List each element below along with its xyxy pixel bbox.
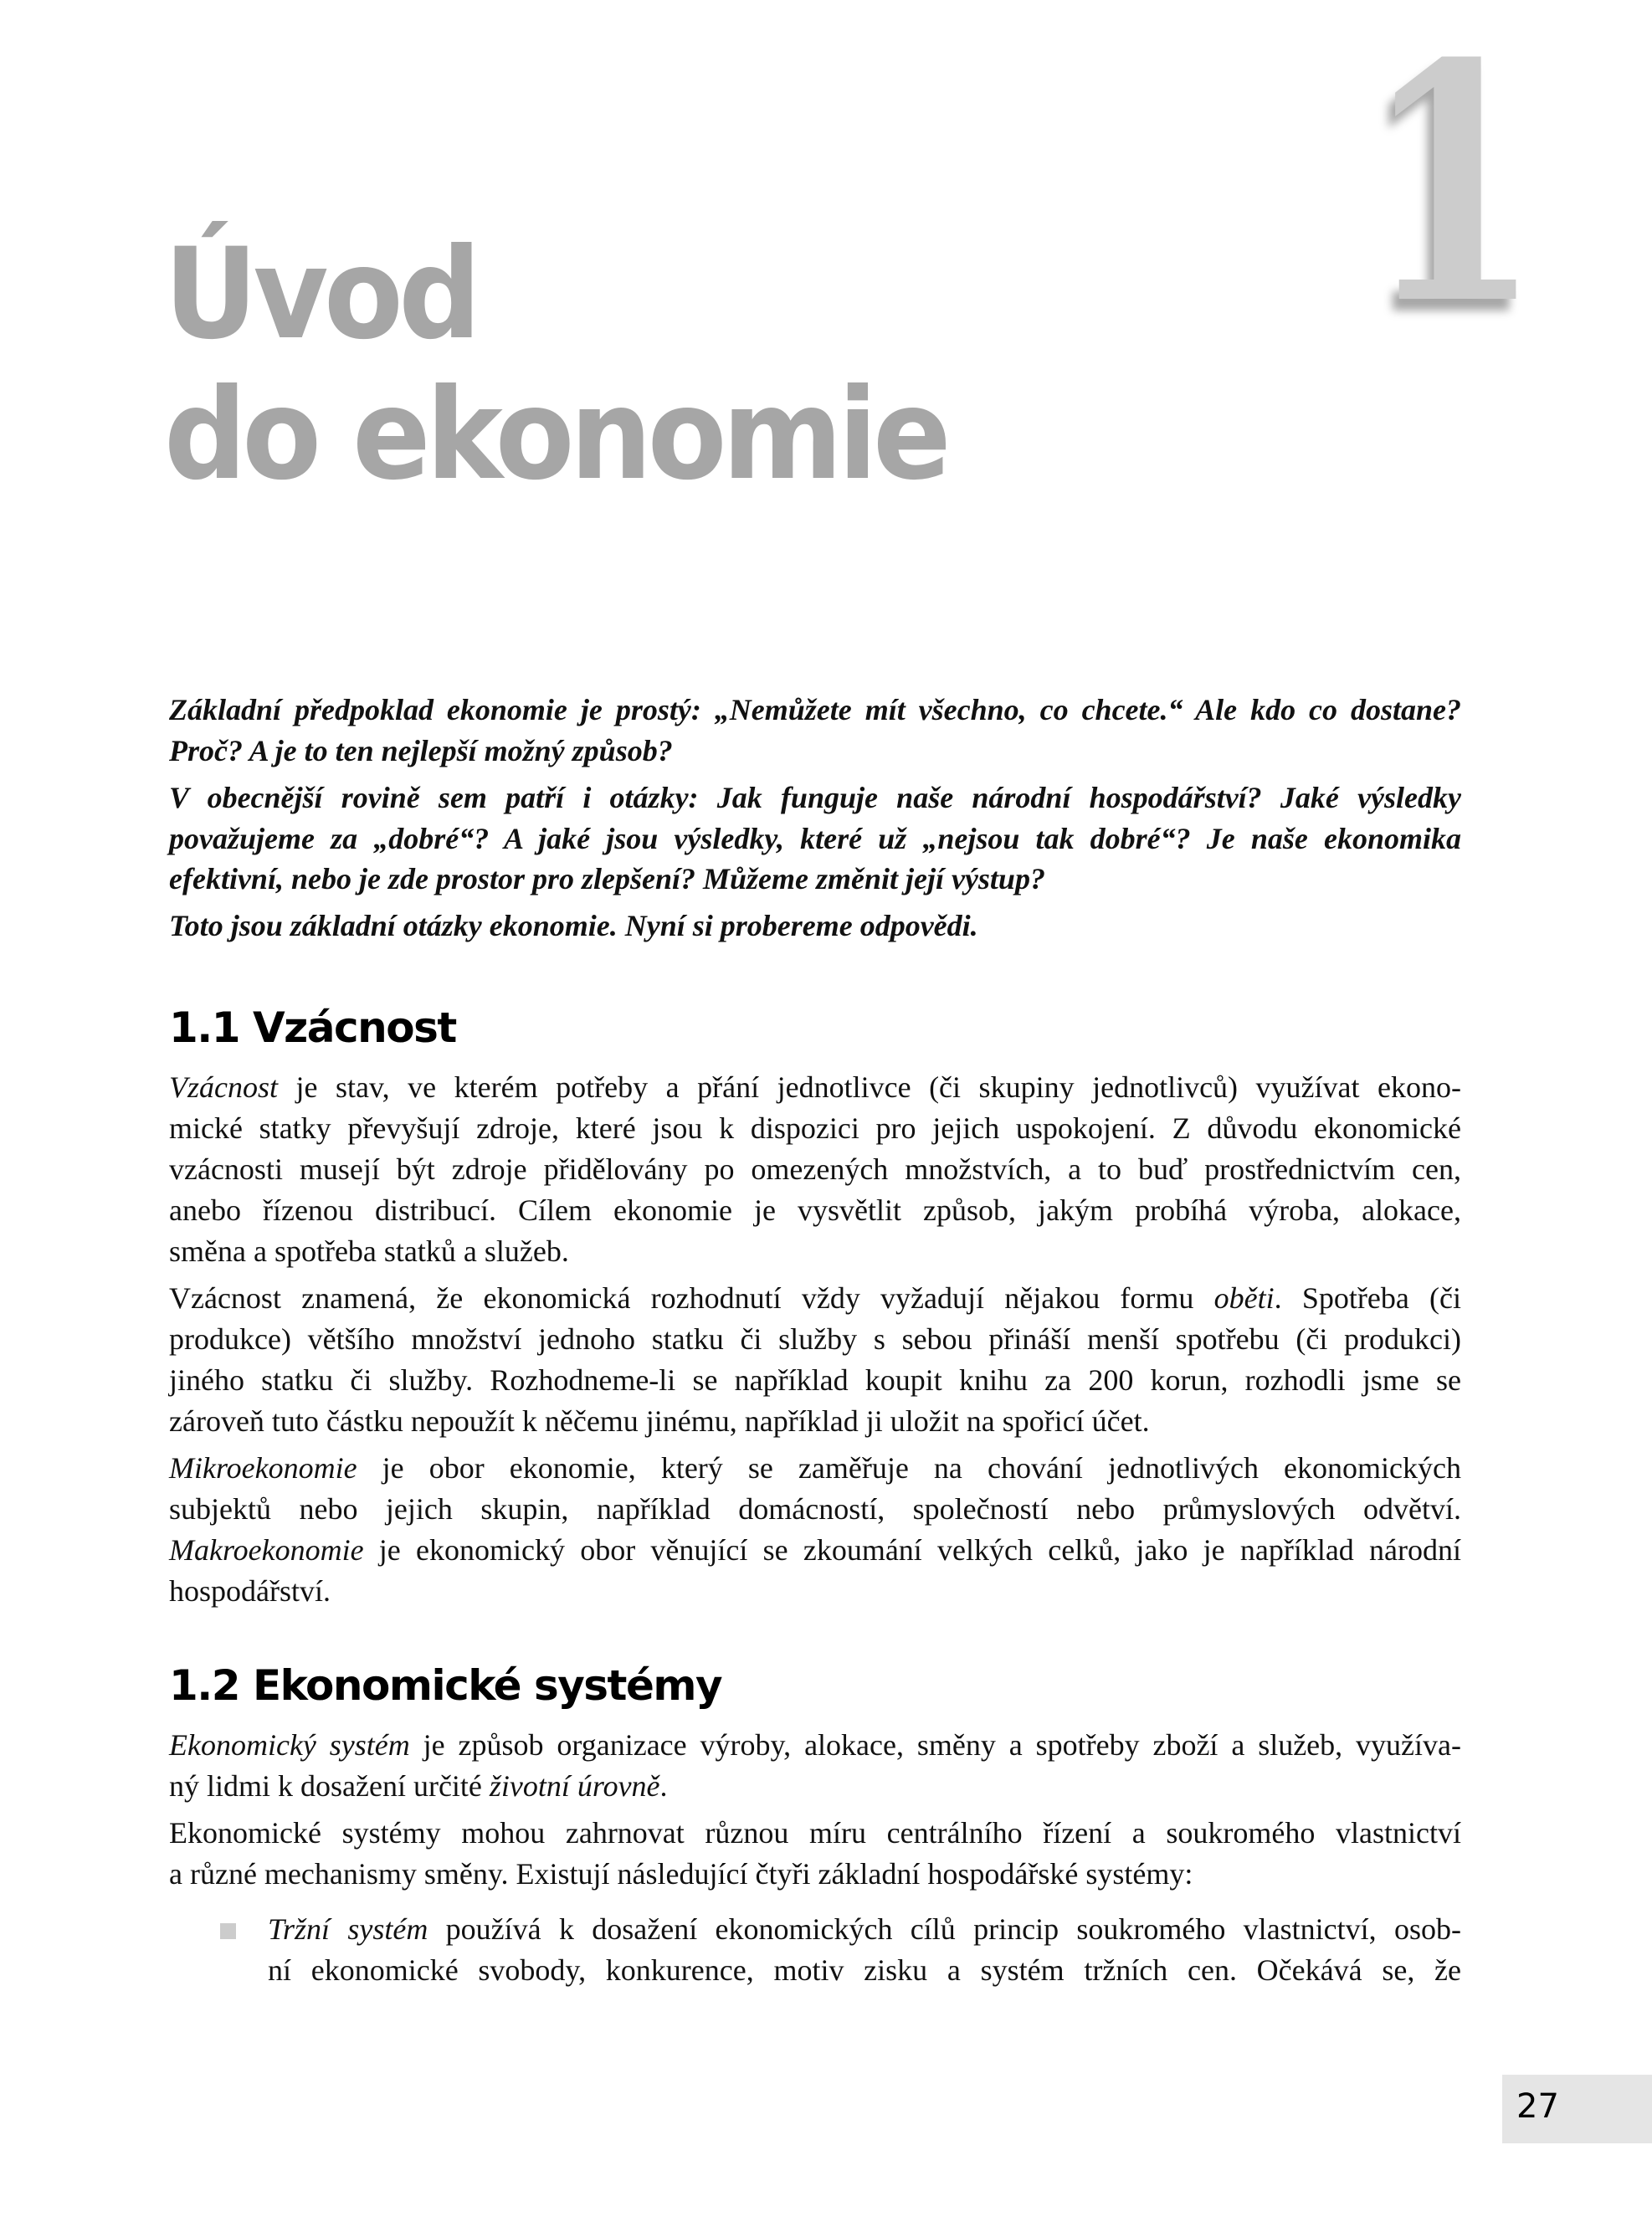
chapter-number: 1	[1364, 0, 1542, 376]
intro-line: V obecnější rovině sem patří i otázky: Jak funguje naše národní hospodářství? Jaké výsledky	[169, 781, 1461, 814]
body-line: anebo řízenou distribucí. Cílem ekonomie je vysvětlit způsob, jakým probíhá výroba, alokace,	[169, 1193, 1461, 1227]
body-line	[169, 1067, 1461, 1108]
body-line: a různé mechanismy směny. Existují následující čtyři základní hospodářské systémy:	[169, 1857, 1193, 1891]
text-run: .	[659, 1769, 668, 1803]
text-run: Vzácnost znamená, že ekonomická rozhodnutí vždy vyžadují nějakou formu	[169, 1281, 1214, 1315]
text-run: používá k dosažení ekonomických cílů princip soukromého vlastnictví, osob-	[428, 1912, 1461, 1946]
chapter-title-line-2: do ekonomie	[164, 362, 947, 508]
body-line: zároveň tuto částku nepoužít k něčemu jinému, například ji uložit na spořicí účet.	[169, 1404, 1150, 1438]
text-run: je způsob organizace výroby, alokace, směny a spotřeby zboží a služeb, využíva-	[409, 1728, 1461, 1762]
term-mikroekonomie: Mikroekonomie	[169, 1451, 357, 1485]
term-obeti: oběti	[1213, 1281, 1275, 1315]
intro-line: Základní předpoklad ekonomie je prostý: „Nemůžete mít všechno, co chcete.“ Ale kdo co dostane?	[169, 693, 1461, 726]
section-heading-1-2: 1.2 Ekonomické systémy	[169, 1661, 722, 1710]
body-line: Ekonomické systémy mohou zahrnovat různou míru centrálního řízení a soukromého vlastnictví	[169, 1816, 1461, 1850]
body-line: směna a spotřeba statků a služeb.	[169, 1234, 569, 1268]
term-vzacnost: Vzácnost	[169, 1070, 278, 1104]
page-number: 27	[1516, 2087, 1559, 2126]
body-line	[169, 1448, 1461, 1489]
text-run: . Spotřeba (či	[1274, 1281, 1461, 1315]
bullet-line: ní ekonomické svobody, konkurence, motiv zisku a systém tržních cen. Očekává se, že	[268, 1953, 1461, 1987]
intro-line: považujeme za „dobré“? A jaké jsou výsledky, které už „nejsou tak dobré“? Je naše ekonomika	[169, 822, 1461, 855]
term-ekonomicky-system: Ekonomický systém	[169, 1728, 410, 1762]
term-makroekonomie: Makroekonomie	[169, 1533, 364, 1567]
intro-line: efektivní, nebo je zde prostor pro zlepšení? Můžeme změnit její výstup?	[169, 862, 1045, 895]
bullet-line	[268, 1909, 1461, 1950]
body-line	[169, 1278, 1461, 1319]
body-line	[169, 1725, 1461, 1766]
body-line	[169, 1530, 1461, 1571]
text-run: je stav, ve kterém potřeby a přání jednotlivce (či skupiny jednotlivců) využívat ekono-	[278, 1070, 1461, 1104]
body-line: hospodářství.	[169, 1574, 331, 1608]
body-line: mické statky převyšují zdroje, které jsou k dispozici pro jejich uspokojení. Z důvodu ekonomické	[169, 1111, 1461, 1145]
chapter-title	[164, 222, 947, 508]
body-line	[169, 1766, 1461, 1807]
body-line: subjektů nebo jejich skupin, například domácností, společností nebo průmyslových odvětví.	[169, 1492, 1461, 1526]
term-trzni-system: Tržní systém	[268, 1912, 428, 1946]
body-line: vzácnosti musejí být zdroje přidělovány po omezených množstvích, a to buď prostřednictvím cen,	[169, 1152, 1461, 1186]
intro-line: Proč? A je to ten nejlepší možný způsob?	[169, 734, 673, 767]
text-run: ný lidmi k dosažení určité	[169, 1769, 490, 1803]
bullet-square-icon	[220, 1923, 236, 1939]
text-run: je ekonomický obor věnující se zkoumání velkých celků, jako je například národní	[363, 1533, 1461, 1567]
body-line: produkce) většího množství jednoho statku či služby s sebou přináší menší spotřebu (či produkci)	[169, 1322, 1461, 1356]
term-zivotni-uroven: životní úrovně	[489, 1769, 660, 1803]
text-run: je obor ekonomie, který se zaměřuje na chování jednotlivých ekonomických	[357, 1451, 1461, 1485]
section-heading-1-1: 1.1 Vzácnost	[169, 1003, 456, 1052]
body-line: jiného statku či služby. Rozhodneme-li se například koupit knihu za 200 korun, rozhodli jsme se	[169, 1363, 1461, 1397]
intro-line: Toto jsou základní otázky ekonomie. Nyní si probereme odpovědi.	[169, 909, 978, 942]
chapter-title-line-1: Úvod	[164, 222, 477, 367]
